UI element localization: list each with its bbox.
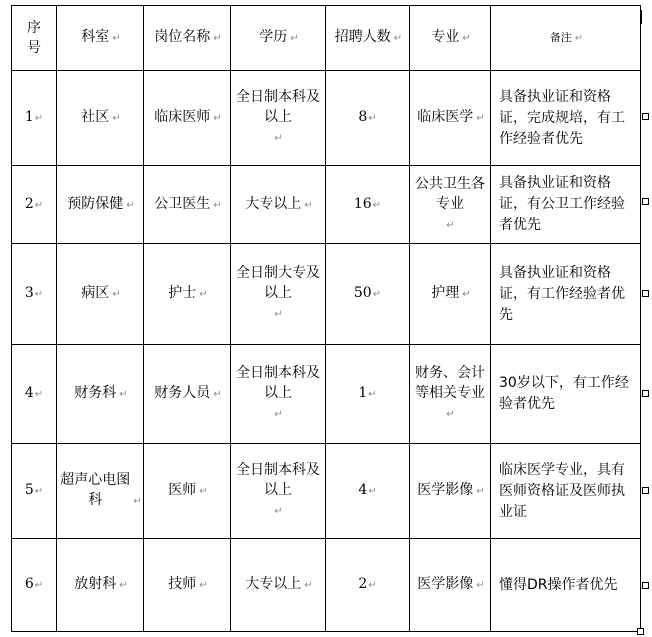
paragraph-mark: ↵ [274, 309, 283, 320]
row-major: 临床医学 [417, 109, 474, 125]
paragraph-mark: ↵ [126, 199, 135, 211]
row-index: 4 [24, 385, 34, 401]
paragraph-mark: ↵ [34, 113, 44, 124]
table-row [12, 244, 641, 345]
table-end-marker [637, 628, 644, 635]
paragraph-mark: ↵ [274, 409, 283, 420]
row-dept: 社区 [81, 109, 110, 125]
header-index-text: 序号 [27, 20, 41, 56]
row-end-marker [642, 390, 649, 397]
header-note [491, 6, 641, 71]
row-position: 医师 [168, 482, 197, 498]
row-note: 30岁以下，有工作经验者优先 [499, 375, 629, 412]
row-note: 具备执业证和资格证，有工作经验者优先 [499, 264, 625, 323]
paragraph-mark: ↵ [213, 199, 222, 211]
row-index: 5 [24, 482, 34, 498]
row-education: 全日制本科及以上 [236, 89, 320, 125]
row-dept: 放射科 [74, 576, 117, 592]
row-position: 公卫医生 [154, 195, 211, 212]
paragraph-mark: ↵ [213, 113, 222, 124]
row-index: 6 [24, 576, 34, 592]
paragraph-mark: ↵ [476, 580, 485, 591]
header-dept [57, 6, 144, 71]
paragraph-mark: ↵ [368, 389, 377, 400]
table-header-row [12, 6, 641, 71]
row-count: 16 [353, 195, 372, 212]
row-position: 技师 [168, 576, 197, 592]
paragraph-mark: ↵ [372, 289, 382, 300]
row-major: 财务、会计等相关专业 [415, 365, 485, 401]
paragraph-mark: ↵ [34, 389, 44, 400]
row-education: 大专以上 [245, 576, 302, 592]
row-dept: 财务科 [74, 385, 117, 401]
header-note-text: 备注 [549, 30, 572, 44]
row-end-marker [642, 113, 649, 120]
paragraph-mark: ↵ [274, 506, 283, 517]
table-row [12, 345, 641, 444]
paragraph-mark: ↵ [290, 33, 299, 44]
header-education [231, 6, 326, 71]
paragraph-mark: ↵ [199, 580, 208, 591]
row-end-marker [642, 582, 649, 589]
paragraph-mark: ↵ [112, 33, 121, 44]
paragraph-mark: ↵ [199, 289, 208, 300]
row-note: 临床医学专业，具有医师资格证及医师执业证 [499, 461, 625, 520]
paragraph-mark: ↵ [462, 33, 471, 44]
header-position [144, 6, 231, 71]
header-dept-text: 科室 [81, 29, 110, 45]
header-major [410, 6, 491, 71]
table-row [12, 166, 641, 244]
row-education: 大专以上 [245, 195, 302, 212]
paragraph-mark: ↵ [34, 289, 44, 300]
paragraph-mark: ↵ [133, 496, 142, 507]
paragraph-mark: ↵ [446, 409, 455, 420]
paragraph-mark: ↵ [372, 199, 382, 211]
paragraph-mark: ↵ [304, 199, 313, 211]
paragraph-mark: ↵ [112, 113, 121, 124]
paragraph-mark: ↵ [34, 580, 44, 591]
paragraph-mark: ↵ [476, 486, 485, 497]
row-count: 1 [358, 385, 368, 401]
row-end-marker [642, 198, 649, 205]
paragraph-mark: ↵ [304, 580, 313, 591]
paragraph-mark: ↵ [34, 199, 44, 211]
row-index: 1 [24, 109, 34, 125]
row-index: 3 [24, 285, 34, 301]
row-end-marker [641, 10, 643, 24]
row-dept: 病区 [81, 285, 110, 301]
row-position: 护士 [168, 285, 197, 301]
paragraph-mark: ↵ [574, 32, 584, 44]
header-education-text: 学历 [259, 29, 288, 45]
row-note: 具备执业证和资格证，完成规培，有工作经验者优先 [499, 88, 625, 147]
header-index [12, 6, 57, 71]
row-index: 2 [24, 195, 34, 212]
row-note: 懂得DR操作者优先 [499, 576, 618, 593]
row-education: 全日制大专及以上 [236, 265, 320, 301]
header-count [326, 6, 410, 71]
recruitment-table [11, 5, 641, 632]
paragraph-mark: ↵ [446, 219, 455, 231]
paragraph-mark: ↵ [368, 486, 377, 497]
row-education: 全日制本科及以上 [236, 462, 320, 498]
row-position: 临床医师 [154, 109, 211, 125]
row-dept: 超声心电图科 [60, 472, 131, 508]
row-major: 医学影像 [417, 482, 474, 498]
row-end-marker [642, 290, 649, 297]
paragraph-mark: ↵ [213, 389, 222, 400]
paragraph-mark: ↵ [368, 580, 377, 591]
row-major: 护理 [431, 285, 460, 301]
header-count-text: 招聘人数 [334, 29, 391, 45]
table-row [12, 71, 641, 166]
row-education: 全日制本科及以上 [236, 365, 320, 401]
paragraph-mark: ↵ [34, 486, 44, 497]
row-end-marker [642, 487, 649, 494]
row-position: 财务人员 [154, 385, 211, 401]
row-count: 2 [358, 576, 368, 592]
header-position-text: 岗位名称 [154, 29, 211, 45]
table-row [12, 539, 641, 632]
paragraph-mark: ↵ [476, 113, 485, 124]
paragraph-mark: ↵ [119, 389, 128, 400]
row-dept: 预防保健 [67, 195, 124, 212]
row-note: 具备执业证和资格证，有公卫工作经验者优先 [499, 175, 625, 233]
row-major: 公共卫生各专业 [415, 175, 485, 212]
table-row [12, 444, 641, 539]
paragraph-mark: ↵ [199, 486, 208, 497]
header-major-text: 专业 [431, 29, 460, 45]
row-count: 50 [353, 285, 372, 301]
paragraph-mark: ↵ [119, 580, 128, 591]
paragraph-mark: ↵ [393, 33, 403, 44]
row-major: 医学影像 [417, 576, 474, 592]
paragraph-mark: ↵ [112, 289, 121, 300]
row-count: 4 [358, 482, 368, 498]
row-count: 8 [358, 109, 368, 125]
paragraph-mark: ↵ [462, 289, 471, 300]
paragraph-mark: ↵ [274, 133, 283, 144]
paragraph-mark: ↵ [213, 33, 222, 44]
paragraph-mark: ↵ [368, 113, 377, 124]
